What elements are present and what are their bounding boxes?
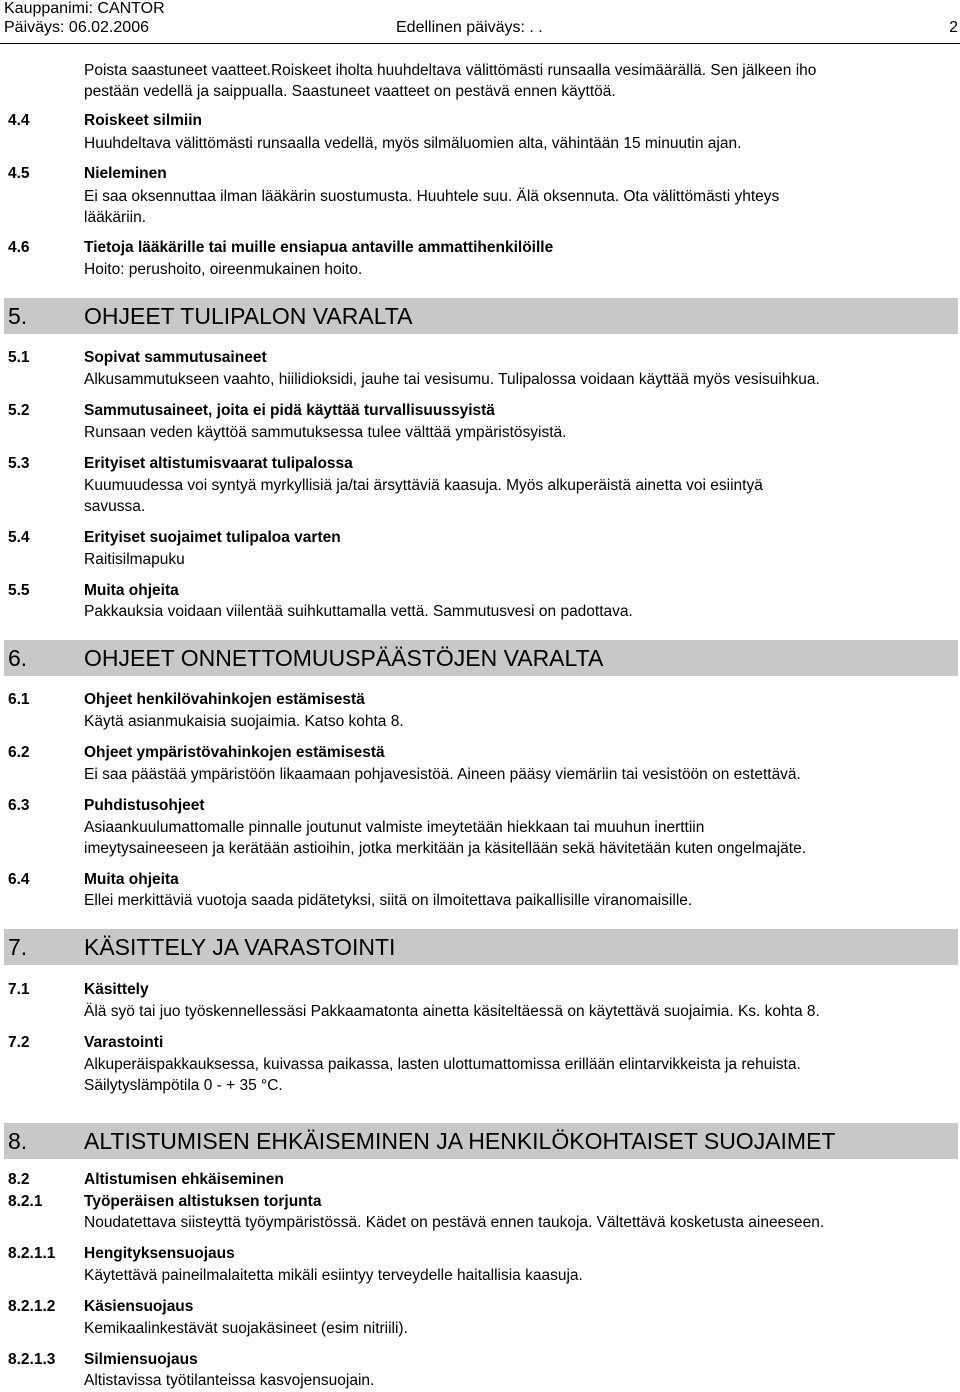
band-number: 8. [8, 1128, 28, 1154]
section-text: Älä syö tai juo työskennellessäsi Pakkaamatonta ainetta käsiteltäessä on käytettävä suojaimia. Ks. kohta 8. [84, 1003, 820, 1020]
date: Päiväys: 06.02.2006 [4, 19, 149, 36]
section-text: Asiaankuulumattomalle pinnalle joutunut valmiste imeytetään hiekkaan tai muuhun inerttiin [84, 819, 705, 836]
section-number: 6.2 [8, 744, 30, 761]
section-text: Pakkauksia voidaan viilentää suihkuttamalla vettä. Sammutusvesi on padottava. [84, 603, 633, 620]
section-heading: Tietoja lääkärille tai muille ensiapua antaville ammattihenkilöille [84, 239, 554, 256]
band-title: ALTISTUMISEN EHKÄISEMINEN JA HENKILÖKOHTAISET SUOJAIMET [84, 1128, 836, 1154]
section-number: 6.1 [8, 691, 30, 708]
section-number: 8.2.1 [8, 1193, 43, 1210]
section-text: savussa. [84, 498, 146, 515]
section-text: Alkusammutukseen vaahto, hiilidioksidi, jauhe tai vesisumu. Tulipalossa voidaan käyttää myös vesisuihkua. [84, 371, 820, 388]
section-heading: Varastointi [84, 1034, 164, 1051]
section-text: lääkäriin. [84, 209, 147, 226]
section-text: Raitisilmapuku [84, 551, 185, 568]
section-heading: Erityiset altistumisvaarat tulipalossa [84, 455, 353, 472]
section-heading: Silmiensuojaus [84, 1351, 198, 1368]
section-number: 5.1 [8, 349, 30, 366]
header-dates [4, 19, 958, 37]
intro-line-2: pestään vedellä ja saippualla. Saastuneet vaatteet on pestävä ennen käyttöä. [84, 83, 616, 100]
section-number: 4.4 [8, 112, 30, 129]
section-heading: Käsittely [84, 981, 149, 998]
section-heading: Erityiset suojaimet tulipaloa varten [84, 529, 341, 546]
intro-line-1: Poista saastuneet vaatteet.Roiskeet iholta huuhdeltava välittömästi runsaalla vesimäärällä. Sen jälkeen iho [84, 62, 817, 79]
section-text: Altistavissa työtilanteissa kasvojensuojain. [84, 1372, 375, 1389]
section-text: Ellei merkittäviä vuotoja saada pidätetyksi, siitä on ilmoitettava paikallisille viranomaisille. [84, 892, 693, 909]
section-text: Ei saa päästää ympäristöön likaamaan pohjavesistöä. Aineen pääsy viemäriin tai vesistöön on estettävä. [84, 766, 801, 783]
section-text: Kemikaalinkestävät suojakäsineet (esim nitriili). [84, 1320, 408, 1337]
band-title: KÄSITTELY JA VARASTOINTI [84, 934, 396, 960]
band-title: OHJEET TULIPALON VARALTA [84, 303, 413, 329]
page-number: 2 [949, 19, 958, 36]
section-heading: Ohjeet henkilövahinkojen estämisestä [84, 691, 365, 708]
band-number: 7. [8, 934, 28, 960]
company-name: Kauppanimi: CANTOR [4, 0, 165, 17]
section-number: 5.5 [8, 582, 30, 599]
section-text: Kuumuudessa voi syntyä myrkyllisiä ja/tai ärsyttäviä kaasuja. Myös alkuperäistä ainetta voi esiintyä [84, 477, 763, 494]
section-number: 5.2 [8, 402, 30, 419]
section-heading: Käsiensuojaus [84, 1298, 194, 1315]
section-number: 6.3 [8, 797, 30, 814]
section-heading: Puhdistusohjeet [84, 797, 205, 814]
section-band-8 [4, 1123, 958, 1159]
section-band-5 [4, 298, 958, 334]
section-number: 8.2.1.3 [8, 1351, 56, 1368]
section-number: 5.4 [8, 529, 30, 546]
section-number: 7.2 [8, 1034, 30, 1051]
section-text: Alkuperäispakkauksessa, kuivassa paikassa, lasten ulottumattomissa erillään elintarvikkeista ja rehuista. [84, 1056, 801, 1073]
section-text: imeytysaineeseen ja kerätään astioihin, jotka merkitään ja käsitellään sekä hävitetään kuten ongelmajäte. [84, 840, 807, 857]
section-number: 8.2.1.1 [8, 1245, 56, 1262]
section-band-6 [4, 640, 958, 676]
section-number: 8.2.1.2 [8, 1298, 56, 1315]
section-number: 7.1 [8, 981, 30, 998]
section-text: Säilytyslämpötila 0 - + 35 °C. [84, 1077, 283, 1094]
header-divider [0, 43, 960, 44]
section-heading: Sopivat sammutusaineet [84, 349, 267, 366]
section-number: 8.2 [8, 1171, 30, 1188]
section-heading: Muita ohjeita [84, 582, 179, 599]
section-band-7 [4, 929, 958, 965]
section-text: Käytettävä paineilmalaitetta mikäli esiintyy terveydelle haitallisia kaasuja. [84, 1267, 583, 1284]
previous-date: Edellinen päiväys: . . [396, 19, 543, 36]
band-number: 5. [8, 303, 28, 329]
section-heading: Muita ohjeita [84, 871, 179, 888]
section-heading: Roiskeet silmiin [84, 112, 203, 129]
section-text: Ei saa oksennuttaa ilman lääkärin suostumusta. Huuhtele suu. Älä oksennuta. Ota välittömästi yhteys [84, 188, 780, 205]
section-number: 5.3 [8, 455, 30, 472]
section-number: 4.6 [8, 239, 30, 256]
section-text: Runsaan veden käyttöä sammutuksessa tulee välttää ympäristösyistä. [84, 424, 567, 441]
section-heading: Hengityksensuojaus [84, 1245, 235, 1262]
section-number: 6.4 [8, 871, 30, 888]
band-number: 6. [8, 645, 28, 671]
section-heading: Sammutusaineet, joita ei pidä käyttää turvallisuussyistä [84, 402, 495, 419]
section-text: Hoito: perushoito, oireenmukainen hoito. [84, 261, 363, 278]
section-heading: Altistumisen ehkäiseminen [84, 1171, 284, 1188]
section-heading: Työperäisen altistuksen torjunta [84, 1193, 322, 1210]
band-title: OHJEET ONNETTOMUUSPÄÄSTÖJEN VARALTA [84, 645, 604, 671]
section-text: Huuhdeltava välittömästi runsaalla vedellä, myös silmäluomien alta, vähintään 15 minuutin ajan. [84, 135, 742, 152]
section-text: Noudatettava siisteyttä työympäristössä. Kädet on pestävä ennen taukoja. Vältettävä kosketusta aineeseen. [84, 1214, 825, 1231]
section-number: 4.5 [8, 165, 30, 182]
section-text: Käytä asianmukaisia suojaimia. Katso kohta 8. [84, 713, 404, 730]
section-heading: Nieleminen [84, 165, 167, 182]
section-heading: Ohjeet ympäristövahinkojen estämisestä [84, 744, 385, 761]
